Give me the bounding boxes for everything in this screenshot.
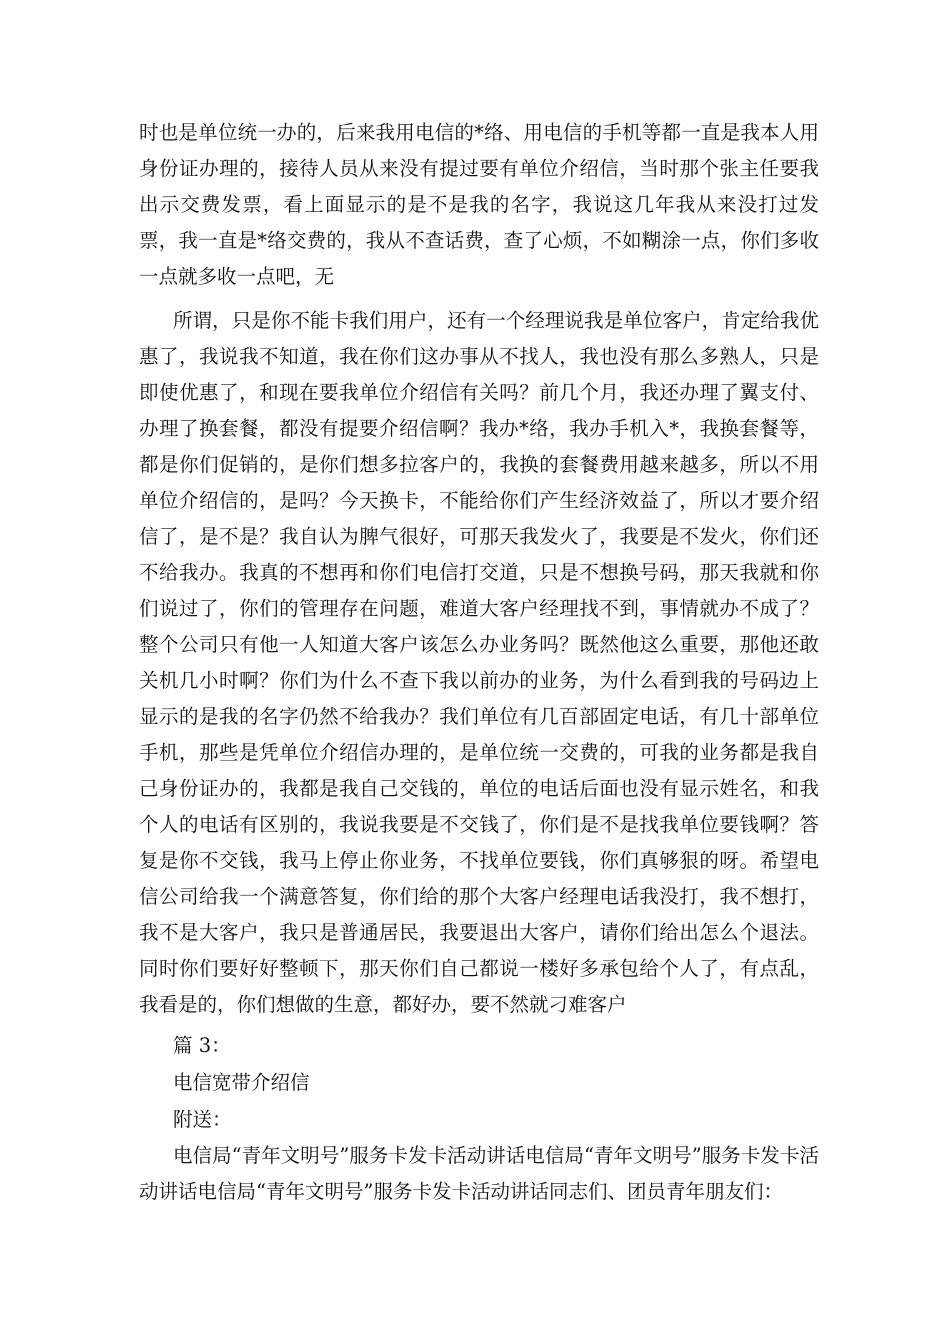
appendix-paragraph: 电信局“青年文明号”服务卡发卡活动讲话电信局“青年文明号”服务卡发卡活动讲话电信局“青年文明号”服务卡发卡活动讲话同志们、团员青年朋友们：	[139, 1144, 819, 1203]
body-paragraph-1: 时也是单位统一办的，后来我用电信的*络、用电信的手机等都一直是我本人用身份证办理的，接待人员从来没有提过要有单位介绍信，当时那个张主任要我出示交费发票，看上面显示的是不是我的名字，我说这几年我从来没打过发票，我一直是*络交费的，我从不查话费，查了心烦，不如糊涂一点，你们多收一点就多收一点吧，无	[139, 121, 819, 288]
section-heading: 篇 3：	[173, 1034, 231, 1057]
section-title: 电信宽带介绍信	[173, 1071, 310, 1094]
body-paragraph-2: 所谓，只是你不能卡我们用户，还有一个经理说我是单位客户，肯定给我优惠了，我说我不知道，我在你们这办事从不找人，我也没有那么多熟人，只是即使优惠了，和现在要我单位介绍信有关吗？前几个月，我还办理了翼支付、办理了换套餐，都没有提要介绍信啊？我办*络，我办手机入*，我换套餐等，都是你们促销的，是你们想多拉客户的，我换的套餐费用越来越多，所以不用单位介绍信的，是吗？今天换卡，不能给你们产生经济效益了，所以才要介绍信了，是不是？我自认为脾气很好，可那天我发火了，我要是不发火，你们还不给我办。我真的不想再和你们电信打交道，只是不想换号码，那天我就和你们说过了，你们的管理存在问题，难道大客户经理找不到，事情就办不成了？整个公司只有他一人知道大客户该怎么办业务吗？既然他这么重要，那他还敢关机几小时啊？你们为什么不查下我以前办的业务，为什么看到我的号码边上显示的是我的名字仍然不给我办？我们单位有几百部固定电话，有几十部单位手机，那些是凭单位介绍信办理的，是单位统一交费的，可我的业务都是我自己身份证办的，我都是我自己交钱的，单位的电话后面也没有显示姓名，和我个人的电话有区别的，我说我要是不交钱了，你们是不是找我单位要钱啊？答复是你不交钱，我马上停止你业务，不找单位要钱，你们真够狠的呀。希望电信公司给我一个满意答复，你们给的那个大客户经理电话我没打，我不想打，我不是大客户，我只是普通居民，我要退出大客户，请你们给出怎么个退法。同时你们要好好整顿下，那天你们自己都说一楼好多承包给个人了，有点乱，我看是的，你们想做的生意，都好办，要不然就刁难客户	[139, 309, 819, 1016]
appendix-label: 附送：	[173, 1108, 232, 1131]
document-page	[139, 115, 819, 1210]
